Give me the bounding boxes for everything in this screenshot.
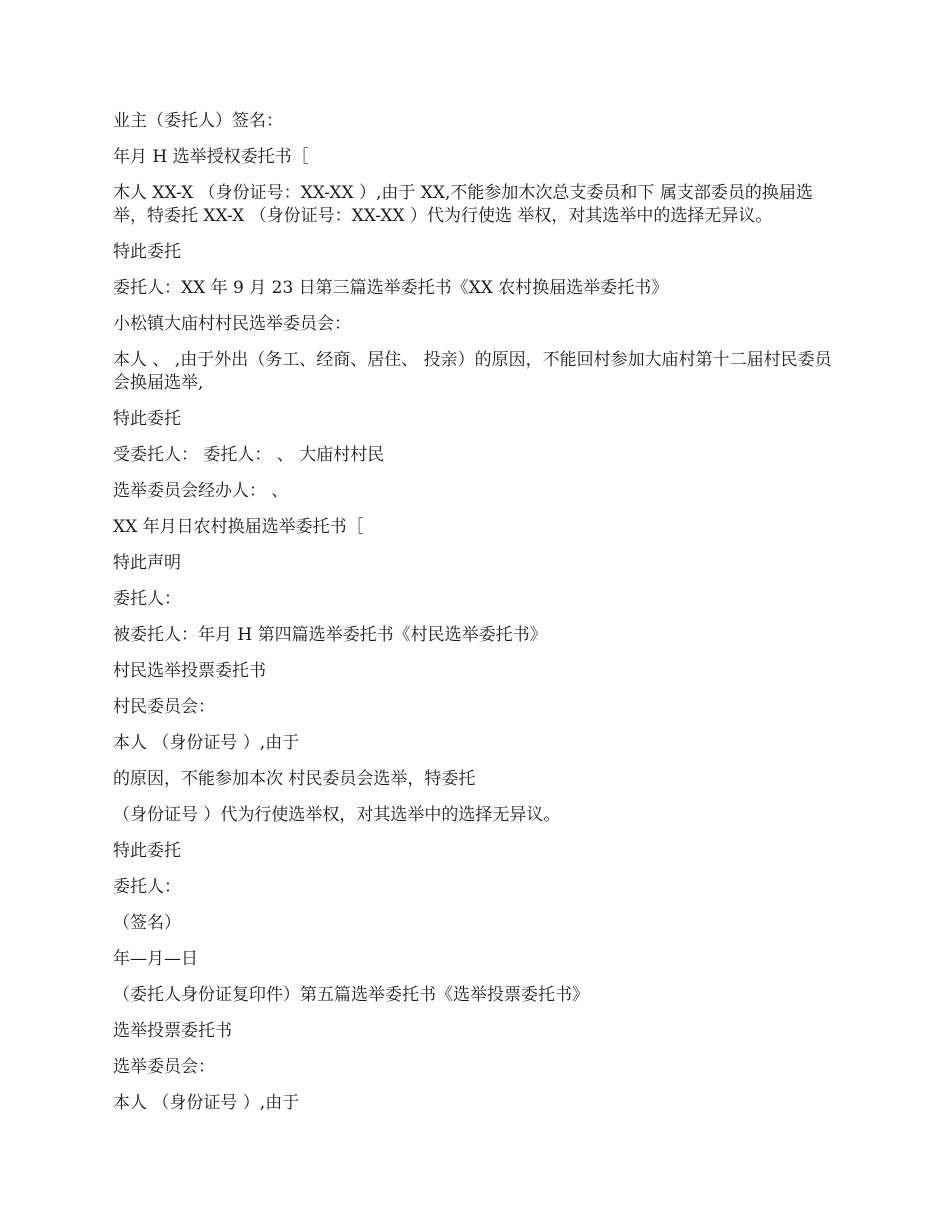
paragraph-id-reason-line: 本人 （身份证号 ）,由于 (113, 1093, 300, 1113)
paragraph-committee-address: 小松镇大庙村村民选举委员会： (113, 314, 351, 334)
paragraph-election-committee-address: 选举委员会： (113, 1057, 215, 1077)
paragraph-id-copy-and-fifth-title: （委托人身份证复印件）第五篇选举委托书《选举投票委托书》 (113, 985, 589, 1005)
paragraph-principal-label: 委托人： (113, 877, 181, 897)
paragraph-village-committee-address: 村民委员会： (113, 697, 215, 717)
paragraph-hereby-delegate: 特此委托 (113, 242, 181, 262)
paragraph-date-line: 年—月—日 (113, 949, 198, 969)
paragraph-agent-exercise-right: （身份证号 ）代为行使选举权，对其选举中的选择无异议。 (113, 805, 561, 825)
paragraph-first-delegation-statement: 木人 XX-X （身份证号：XX-XX ）,由于 XX,不能参加木次总支委员和下 属支部委员的换届选举，特委托 XX-X （身份证号：XX-XX ）代为行使选 举权，对其选举中的选择无异议。 (113, 183, 813, 226)
paragraph-principal-and-third-title: 委托人：XX 年 9 月 23 日第三篇选举委托书《XX 农村换届选举委托书》 (113, 278, 669, 298)
paragraph-parties-line: 受委托人： 委托人： 、 大庙村村民 (113, 445, 385, 465)
paragraph-reason-cannot-attend: 的原因，不能参加本次 村民委员会选举，特委托 (113, 769, 476, 789)
paragraph-second-delegation-statement: 本人 、 ,由于外出（务工、经商、居住、 投亲）的原因，不能回村参加大庙村第十二届村民委员会换届选举, (113, 350, 832, 393)
paragraph-rural-election-heading: XX 年月日农村换届选举委托书［ (113, 517, 364, 537)
paragraph-vote-proxy-title: 选举投票委托书 (113, 1021, 232, 1041)
document-body (113, 110, 843, 1128)
paragraph-id-reason-line: 本人 （身份证号 ）,由于 (113, 733, 300, 753)
paragraph-signature-note: （签名） (113, 913, 181, 933)
paragraph-hereby-delegate: 特此委托 (113, 409, 181, 429)
paragraph-hereby-declare: 特此声明 (113, 553, 181, 573)
paragraph-owner-signature: 业主（委托人）签名： (113, 111, 283, 131)
paragraph-principal-label: 委托人： (113, 589, 181, 609)
paragraph-agent-and-fourth-title: 被委托人：年月 H 第四篇选举委托书《村民选举委托书》 (113, 625, 547, 645)
paragraph-committee-handler: 选举委员会经办人： 、 (113, 481, 289, 501)
paragraph-villager-vote-title: 村民选举投票委托书 (113, 661, 266, 681)
paragraph-hereby-delegate: 特此委托 (113, 841, 181, 861)
paragraph-election-authorization-heading: 年月 H 选举授权委托书［ (113, 147, 309, 167)
